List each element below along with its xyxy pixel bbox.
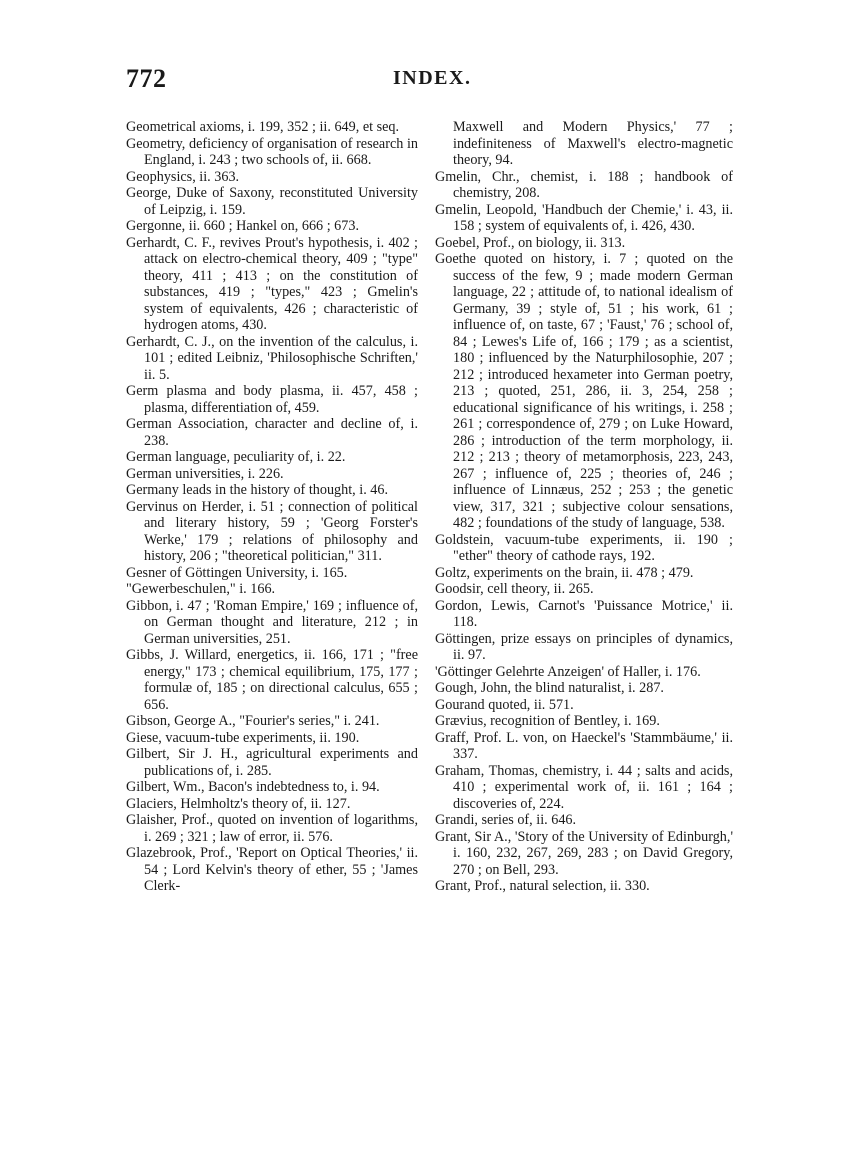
index-entry: Graham, Thomas, chemistry, i. 44 ; salts and acids, 410 ; experimental work of, ii. 161 ; 164 ; discoveries of, 224. <box>435 762 733 812</box>
index-entry: Goldstein, vacuum-tube experiments, ii. 190 ; "ether" theory of cathode rays, 192. <box>435 531 733 564</box>
index-entry: Grævius, recognition of Bentley, i. 169. <box>435 713 660 729</box>
page-number: 772 <box>126 64 167 93</box>
index-entry: Goebel, Prof., on biology, ii. 313. <box>435 234 626 251</box>
index-entry: Göttingen, prize essays on principles of dynamics, ii. 97. <box>435 630 733 663</box>
index-entry: Goethe quoted on history, i. 7 ; quoted on the success of the few, 9 ; made modern German language, 22 ; attitude of, to national idealism of Germany, 39 ; style of, 51 ; his work, 61 ; influence of, on taste, 67 ; 'Faust,' 76 ; school of, 84 ; Lewes's Life of, 166 ; 179 ; as a scientist, 180 ; influenced by the Naturphilosophie, 207 ; 212 ; introduced hexameter into German poetry, 213 ; quoted, 251, 286, ii. 3, 254, 258 ; educational significance of his writings, i. 258 ; 261 ; correspondence of, 279 ; on Luke Howard, 286 ; introduction of the term morphology, ii. 212 ; 213 ; theory of metamorphosis, 223, 243, 267 ; influence of, 225 ; theories of, 246 ; influence of Linnæus, 252 ; 253 ; the genetic view, 317, 321 ; subjective colour sensations, 482 ; foundations of the study of language, 538. <box>435 251 733 531</box>
index-entry: Goltz, experiments on the brain, ii. 478 ; 479. <box>435 564 694 581</box>
index-entry: Geophysics, ii. 363. <box>126 168 240 185</box>
running-head: INDEX. <box>393 67 472 89</box>
index-entry: "Gewerbeschulen," i. 166. <box>126 581 276 597</box>
index-entry: Gough, John, the blind naturalist, i. 287. <box>435 680 664 696</box>
index-entry: Giese, vacuum-tube experiments, ii. 190. <box>126 729 360 746</box>
index-entry: Germany leads in the history of thought, i. 46. <box>126 482 389 498</box>
index-entry: Gerhardt, C. F., revives Prout's hypothesis, i. 402 ; attack on electro-chemical theory, 409 ; "type" theory, 411 ; 413 ; on the constitution of substances, 419 ; "types," 423 ; Gmelin's system of equivalents, 426 ; characteristic of hydrogen atoms, 430. <box>126 234 418 333</box>
index-entry: 'Göttinger Gelehrte Anzeigen' of Haller, i. 176. <box>435 663 701 680</box>
index-entry: Glazebrook, Prof., 'Report on Optical Theories,' ii. 54 ; Lord Kelvin's theory of ether, 55 ; 'James Clerk- <box>126 845 418 894</box>
right-column <box>435 119 733 895</box>
index-entry: Goodsir, cell theory, ii. 265. <box>435 581 594 597</box>
left-column <box>126 119 418 895</box>
index-entry: George, Duke of Saxony, reconstituted University of Leipzig, i. 159. <box>126 185 418 218</box>
index-entry: Graff, Prof. L. von, on Haeckel's 'Stammbäume,' ii. 337. <box>435 729 733 762</box>
index-entry: Gesner of Göttingen University, i. 165. <box>126 564 348 581</box>
index-entry: Gerhardt, C. J., on the invention of the calculus, i. 101 ; edited Leibniz, 'Philosophische Schriften,' ii. 5. <box>126 333 418 383</box>
index-entry-continuation: Maxwell and Modern Physics,' 77 ; indefiniteness of Maxwell's electro-magnetic theory, 94. <box>453 119 733 168</box>
index-entry: Gmelin, Chr., chemist, i. 188 ; handbook of chemistry, 208. <box>435 168 733 201</box>
index-entry: Grant, Sir A., 'Story of the University of Edinburgh,' i. 160, 232, 267, 269, 283 ; on David Gregory, 270 ; on Bell, 293. <box>435 828 733 878</box>
index-entry: Gordon, Lewis, Carnot's 'Puissance Motrice,' ii. 118. <box>435 597 733 630</box>
index-entry: Grant, Prof., natural selection, ii. 330. <box>435 878 650 894</box>
index-entry: Geometry, deficiency of organisation of research in England, i. 243 ; two schools of, ii. 668. <box>126 135 418 168</box>
index-entry: Gervinus on Herder, i. 51 ; connection of political and literary history, 59 ; 'Georg Forster's Werke,' 179 ; relations of philosophy and history, 206 ; "theoretical politician," 311. <box>126 498 418 564</box>
index-entry: Gergonne, ii. 660 ; Hankel on, 666 ; 673. <box>126 218 360 234</box>
index-entry: Gibbon, i. 47 ; 'Roman Empire,' 169 ; influence of, on German thought and literature, 212 ; in German universities, 251. <box>126 597 418 647</box>
index-entry: Gmelin, Leopold, 'Handbuch der Chemie,' i. 43, ii. 158 ; system of equivalents of, i. 426, 430. <box>435 201 733 234</box>
index-entry: Gilbert, Sir J. H., agricultural experiments and publications of, i. 285. <box>126 746 418 779</box>
index-entry: Gibson, George A., "Fourier's series," i. 241. <box>126 713 380 729</box>
index-entry: Gibbs, J. Willard, energetics, ii. 166, 171 ; "free energy," 173 ; chemical equilibrium, 175, 177 ; formulæ of, 185 ; on directional calculus, 655 ; 656. <box>126 647 418 713</box>
index-entry: Gilbert, Wm., Bacon's indebtedness to, i. 94. <box>126 779 380 795</box>
index-entry: Gourand quoted, ii. 571. <box>435 696 574 713</box>
index-entry: Glaisher, Prof., quoted on invention of logarithms, i. 269 ; 321 ; law of error, ii. 576. <box>126 812 418 845</box>
index-entry: German Association, character and decline of, i. 238. <box>126 416 418 449</box>
index-entry: Grandi, series of, ii. 646. <box>435 812 577 828</box>
index-entry: Geometrical axioms, i. 199, 352 ; ii. 649, et seq. <box>126 119 400 135</box>
index-entry: Germ plasma and body plasma, ii. 457, 458 ; plasma, differentiation of, 459. <box>126 383 418 416</box>
index-entry: Glaciers, Helmholtz's theory of, ii. 127. <box>126 795 351 812</box>
index-entry: German universities, i. 226. <box>126 465 284 482</box>
index-entry: German language, peculiarity of, i. 22. <box>126 449 346 465</box>
